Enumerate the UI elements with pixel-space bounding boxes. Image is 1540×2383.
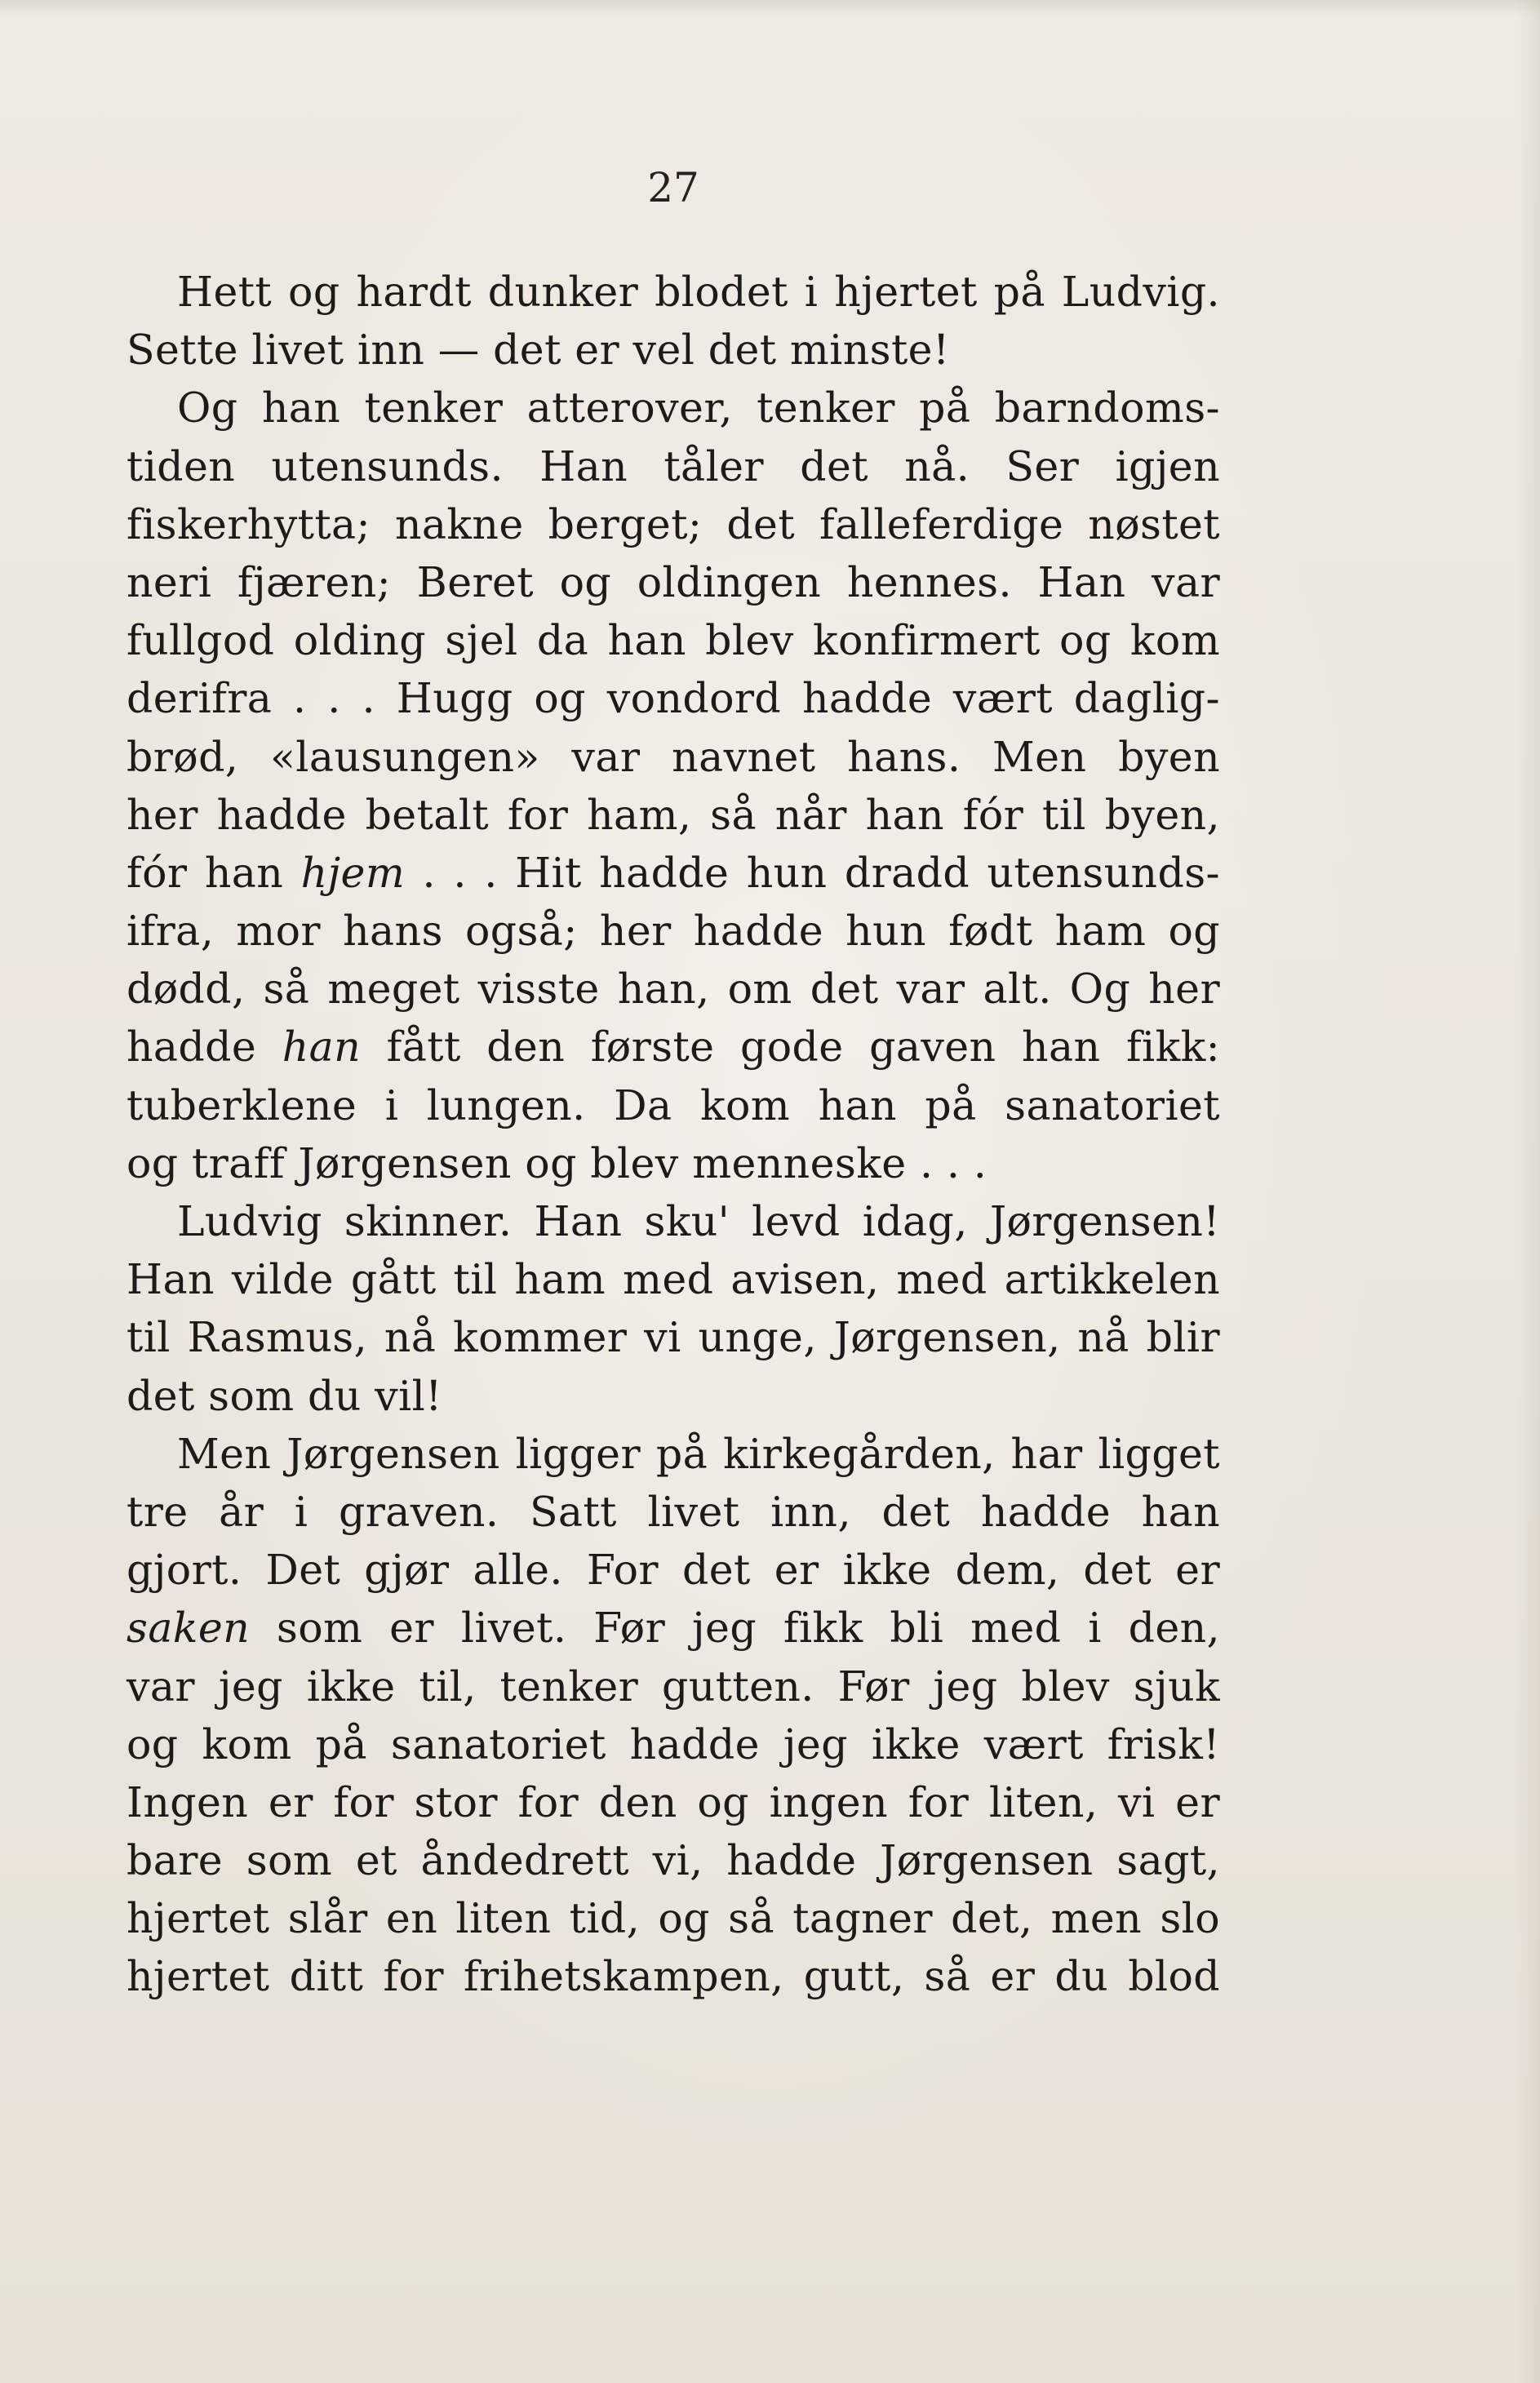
- text-line: [126, 495, 1220, 553]
- text-line: [126, 902, 1220, 960]
- text-segment: tre år i graven. Satt livet inn, det hadde han: [126, 1487, 1220, 1536]
- text-line: [126, 1425, 1220, 1483]
- text-segment: bare som et åndedrett vi, hadde Jørgensen sagt,: [126, 1836, 1220, 1885]
- text-line: [126, 437, 1220, 495]
- text-segment: til Rasmus, nå kommer vi unge, Jørgensen, nå blir: [126, 1313, 1220, 1362]
- text-segment: dødd, så meget visste han, om det var alt. Og her: [126, 965, 1220, 1014]
- text-segment: neri fjæren; Beret og oldingen hennes. Han var: [126, 557, 1220, 606]
- page-number: 27: [647, 164, 699, 211]
- text-line: [126, 1250, 1220, 1308]
- text-line: [126, 379, 1220, 437]
- text-segment: og kom på sanatoriet hadde jeg ikke vært frisk!: [126, 1720, 1220, 1768]
- page-top-shadow: [0, 0, 1540, 16]
- body-text: [126, 263, 1220, 2006]
- text-segment: som er livet. Før jeg fikk bli med i den,: [250, 1604, 1220, 1653]
- emphasized-text: hjem: [300, 848, 406, 897]
- text-segment: Han vilde gått til ham med avisen, med artikkelen: [126, 1255, 1220, 1304]
- text-line: [126, 553, 1220, 611]
- text-line: [126, 1192, 1220, 1250]
- emphasized-text: saken: [126, 1604, 251, 1653]
- text-line: [126, 960, 1220, 1018]
- text-segment: fullgod olding sjel da han blev konfirmert og kom: [126, 616, 1220, 665]
- text-segment: var jeg ikke til, tenker gutten. Før jeg blev sjuk: [126, 1662, 1220, 1711]
- text-segment: fiskerhytta; nakne berget; det falleferdige nøstet: [126, 499, 1220, 548]
- text-line: [126, 844, 1220, 902]
- text-segment: hjertet ditt for frihetskampen, gutt, så er du blod: [126, 1952, 1220, 2001]
- text-segment: ifra, mor hans også; her hadde hun født ham og: [126, 907, 1220, 956]
- text-line: [126, 669, 1220, 727]
- text-line: [126, 321, 1220, 379]
- text-segment: fór han: [126, 848, 301, 897]
- text-line: [126, 1657, 1220, 1715]
- text-segment: derifra . . . Hugg og vondord hadde vært daglig-: [126, 674, 1220, 723]
- text-line: [126, 786, 1220, 844]
- text-line: [126, 263, 1220, 321]
- text-segment: Ludvig skinner. Han sku' levd idag, Jørgensen!: [177, 1197, 1220, 1245]
- text-line: [126, 1715, 1220, 1773]
- text-segment: her hadde betalt for ham, så når han fór til byen,: [126, 790, 1220, 839]
- text-segment: tiden utensunds. Han tåler det nå. Ser igjen: [126, 442, 1220, 490]
- text-line: [126, 1889, 1220, 1947]
- text-line: [126, 728, 1220, 786]
- text-line: [126, 1773, 1220, 1831]
- page-right-edge: [1517, 0, 1540, 2383]
- text-segment: gjort. Det gjør alle. For det er ikke dem, det er: [126, 1546, 1220, 1595]
- text-segment: Hett og hardt dunker blodet i hjertet på Ludvig.: [177, 268, 1220, 316]
- text-segment: hadde: [126, 1023, 282, 1072]
- text-line: [126, 1018, 1220, 1076]
- text-segment: Sette livet inn — det er vel det minste!: [126, 326, 950, 375]
- text-segment: tuberklene i lungen. Da kom han på sanatoriet: [126, 1081, 1220, 1129]
- text-line: [126, 1483, 1220, 1541]
- text-line: [126, 611, 1220, 669]
- text-segment: Men Jørgensen ligger på kirkegården, har ligget: [177, 1429, 1220, 1478]
- text-line: [126, 1367, 1220, 1425]
- text-line: [126, 1308, 1220, 1366]
- text-segment: brød, «lausungen» var navnet hans. Men byen: [126, 732, 1220, 781]
- text-line: [126, 1599, 1220, 1657]
- text-line: [126, 1134, 1220, 1192]
- emphasized-text: han: [282, 1023, 362, 1072]
- text-segment: Og han tenker atterover, tenker på barndoms-: [177, 384, 1220, 433]
- text-line: [126, 1076, 1220, 1134]
- text-segment: Ingen er for stor for den og ingen for liten, vi er: [126, 1777, 1220, 1826]
- text-segment: hjertet slår en liten tid, og så tagner det, men slo: [126, 1894, 1220, 1943]
- text-line: [126, 1831, 1220, 1889]
- text-line: [126, 1947, 1220, 2005]
- text-segment: og traff Jørgensen og blev menneske . . .: [126, 1138, 987, 1187]
- text-segment: . . . Hit hadde hun dradd utensunds-: [405, 848, 1220, 897]
- text-line: [126, 1541, 1220, 1599]
- text-segment: det som du vil!: [126, 1371, 442, 1420]
- text-segment: fått den første gode gaven han fikk:: [361, 1023, 1220, 1072]
